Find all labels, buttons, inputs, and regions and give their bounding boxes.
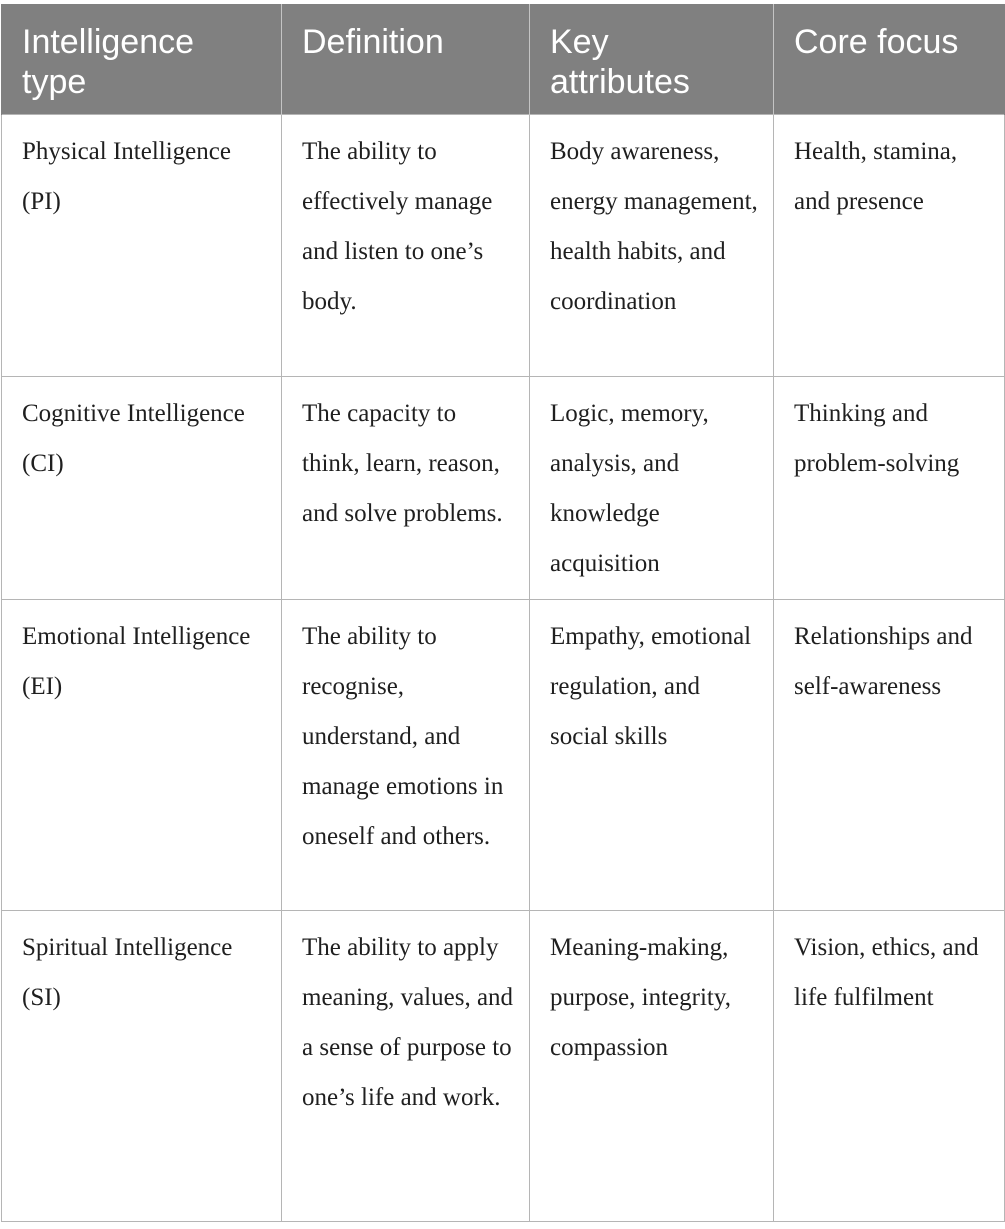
cell-focus [774, 600, 1005, 911]
cell-focus [774, 377, 1005, 600]
cell-attributes [530, 600, 774, 911]
header-row [2, 4, 1005, 115]
cell-definition [282, 115, 530, 377]
cell-attributes-text: Body awareness, energy management, health habits, and coordination [550, 138, 758, 315]
table-row [2, 911, 1005, 1222]
cell-type-text: Spiritual Intelligence (SI) [22, 934, 233, 1011]
cell-definition [282, 600, 530, 911]
table-header [2, 4, 1005, 115]
table-row [2, 600, 1005, 911]
header-intelligence-type: Intelligence type [2, 4, 282, 115]
cell-attributes [530, 115, 774, 377]
cell-focus [774, 115, 1005, 377]
cell-focus [774, 911, 1005, 1222]
cell-attributes [530, 377, 774, 600]
cell-focus-text: Health, stamina, and presence [794, 138, 958, 215]
cell-type-text: Emotional Intelligence (EI) [22, 623, 251, 700]
header-definition: Definition [282, 4, 530, 115]
cell-focus-text: Thinking and problem-solving [794, 400, 960, 477]
cell-type-text: Physical Intelligence (PI) [22, 138, 231, 215]
cell-focus-text: Relationships and self-awareness [794, 623, 973, 700]
table-row [2, 377, 1005, 600]
cell-focus-text: Vision, ethics, and life fulfilment [794, 934, 979, 1011]
cell-definition [282, 377, 530, 600]
cell-definition-text: The ability to effectively manage and listen to one’s body. [302, 138, 493, 315]
cell-definition-text: The ability to recognise, understand, and manage emotions in oneself and others. [302, 623, 504, 850]
cell-type-text: Cognitive Intelligence (CI) [22, 400, 245, 477]
header-core-focus: Core focus [774, 4, 1005, 115]
table-body [2, 115, 1005, 1222]
cell-definition-text: The capacity to think, learn, reason, and solve problems. [302, 400, 503, 527]
cell-type [2, 377, 282, 600]
cell-definition-text: The ability to apply meaning, values, and a sense of purpose to one’s life and work. [302, 934, 514, 1111]
cell-attributes [530, 911, 774, 1222]
cell-attributes-text: Meaning-making, purpose, integrity, compassion [550, 934, 731, 1061]
header-key-attributes: Key attributes [530, 4, 774, 115]
table-row [2, 115, 1005, 377]
cell-type [2, 600, 282, 911]
cell-attributes-text: Empathy, emotional regulation, and social skills [550, 623, 752, 750]
intelligence-types-table [1, 4, 1005, 1222]
cell-type [2, 911, 282, 1222]
cell-definition [282, 911, 530, 1222]
cell-attributes-text: Logic, memory, analysis, and knowledge acquisition [550, 400, 709, 577]
cell-type [2, 115, 282, 377]
